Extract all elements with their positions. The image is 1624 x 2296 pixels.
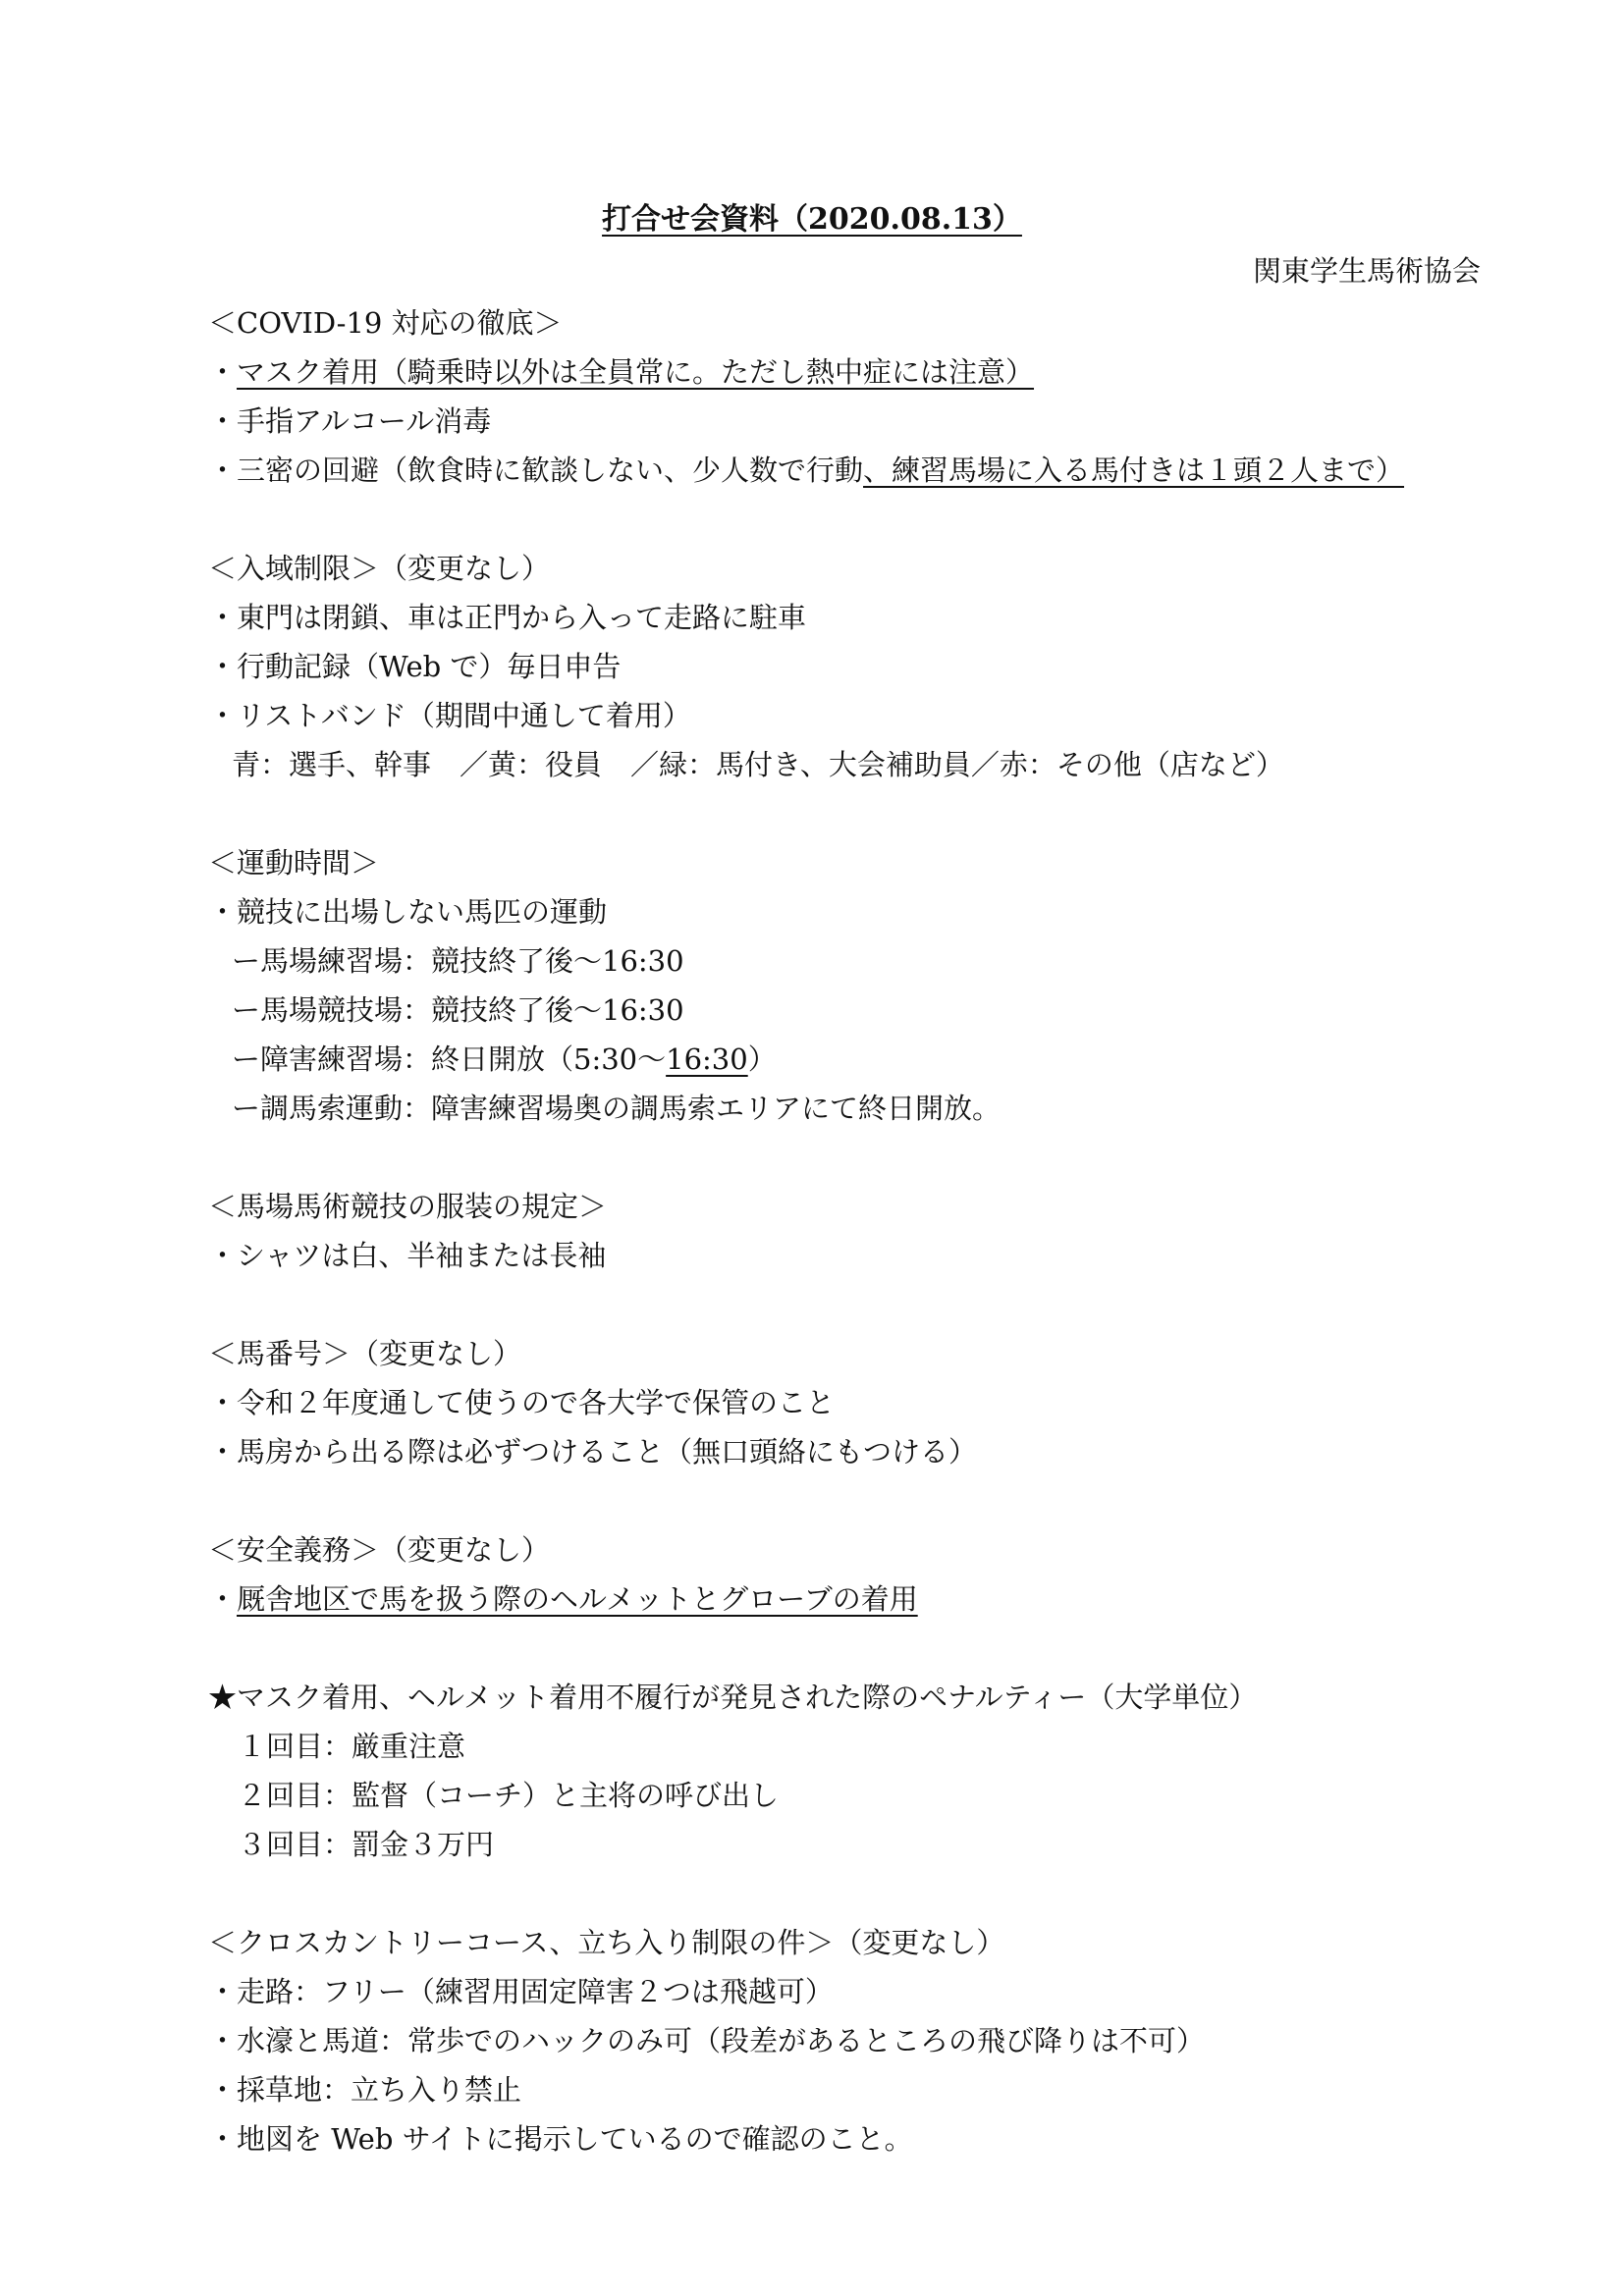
penalty-item: ２回目：監督（コーチ）と主将の呼び出し (238, 1779, 780, 1812)
exercise-item: ー馬場競技場：競技終了後～16:30 (232, 993, 684, 1027)
xc-item: ・地図を Web サイトに掲示しているので確認のこと。 (208, 2122, 913, 2156)
entry-item: ・東門は閉鎖、車は正門から入って走路に駐車 (208, 601, 807, 634)
xc-item: ・走路：フリー（練習用固定障害２つは飛越可） (208, 1975, 834, 2008)
dressage-heading: ＜馬場馬術競技の服装の規定＞ (208, 1190, 608, 1223)
number-item: ・馬房から出る際は必ずつけること（無口頭絡にもつける） (208, 1435, 978, 1468)
penalty-item: ３回目：罰金３万円 (238, 1828, 495, 1861)
penalty-item: １回目：厳重注意 (238, 1730, 466, 1763)
safety-heading: ＜安全義務＞（変更なし） (208, 1533, 551, 1567)
covid-heading: ＜COVID-19 対応の徹底＞ (208, 306, 563, 340)
document-body (208, 298, 1504, 2163)
organization-name: 関東学生馬術協会 (1252, 254, 1481, 288)
safety-item: ・厩舎地区で馬を扱う際のヘルメットとグローブの着用 (208, 1582, 918, 1616)
number-heading: ＜馬番号＞（変更なし） (208, 1337, 522, 1370)
covid-item-mask: ・マスク着用（騎乗時以外は全員常に。ただし熱中症には注意） (208, 355, 1035, 389)
covid-item-sanitize: ・手指アルコール消毒 (208, 404, 492, 438)
exercise-intro: ・競技に出場しない馬匹の運動 (208, 895, 608, 929)
penalty-heading: ★マスク着用、ヘルメット着用不履行が発見された際のペナルティー（大学単位） (208, 1681, 1258, 1714)
wristband-colors: 青：選手、幹事 ／黄：役員 ／緑：馬付き、大会補助員／赤：その他（店など） (232, 748, 1284, 781)
dressage-item: ・シャツは白、半袖または長袖 (208, 1239, 607, 1272)
covid-item-three-cs: ・三密の回避（飲食時に歓談しない、少人数で行動、練習馬場に入る馬付きは１頭２人まで） (208, 454, 1405, 487)
xc-item: ・採草地：立ち入り禁止 (208, 2073, 522, 2107)
document-title: 打合せ会資料（2020.08.13） (602, 202, 1022, 237)
xc-heading: ＜クロスカントリーコース、立ち入り制限の件＞（変更なし） (208, 1926, 1005, 1959)
exercise-heading: ＜運動時間＞ (208, 846, 380, 880)
exercise-item-jump: ー障害練習場：終日開放（5:30～16:30） (232, 1042, 777, 1076)
entry-item: ・行動記録（Web で）毎日申告 (208, 650, 622, 683)
entry-heading: ＜入域制限＞（変更なし） (208, 552, 551, 585)
entry-item: ・リストバンド（期間中通して着用） (208, 699, 691, 732)
exercise-item: ー馬場練習場：競技終了後～16:30 (232, 944, 684, 978)
xc-item: ・水濠と馬道：常歩でのハックのみ可（段差があるところの飛び降りは不可） (208, 2024, 1206, 2057)
number-item: ・令和２年度通して使うので各大学で保管のこと (208, 1386, 836, 1419)
exercise-item-lunge: ー調馬索運動：障害練習場奥の調馬索エリアにて終日開放。 (232, 1092, 1001, 1125)
